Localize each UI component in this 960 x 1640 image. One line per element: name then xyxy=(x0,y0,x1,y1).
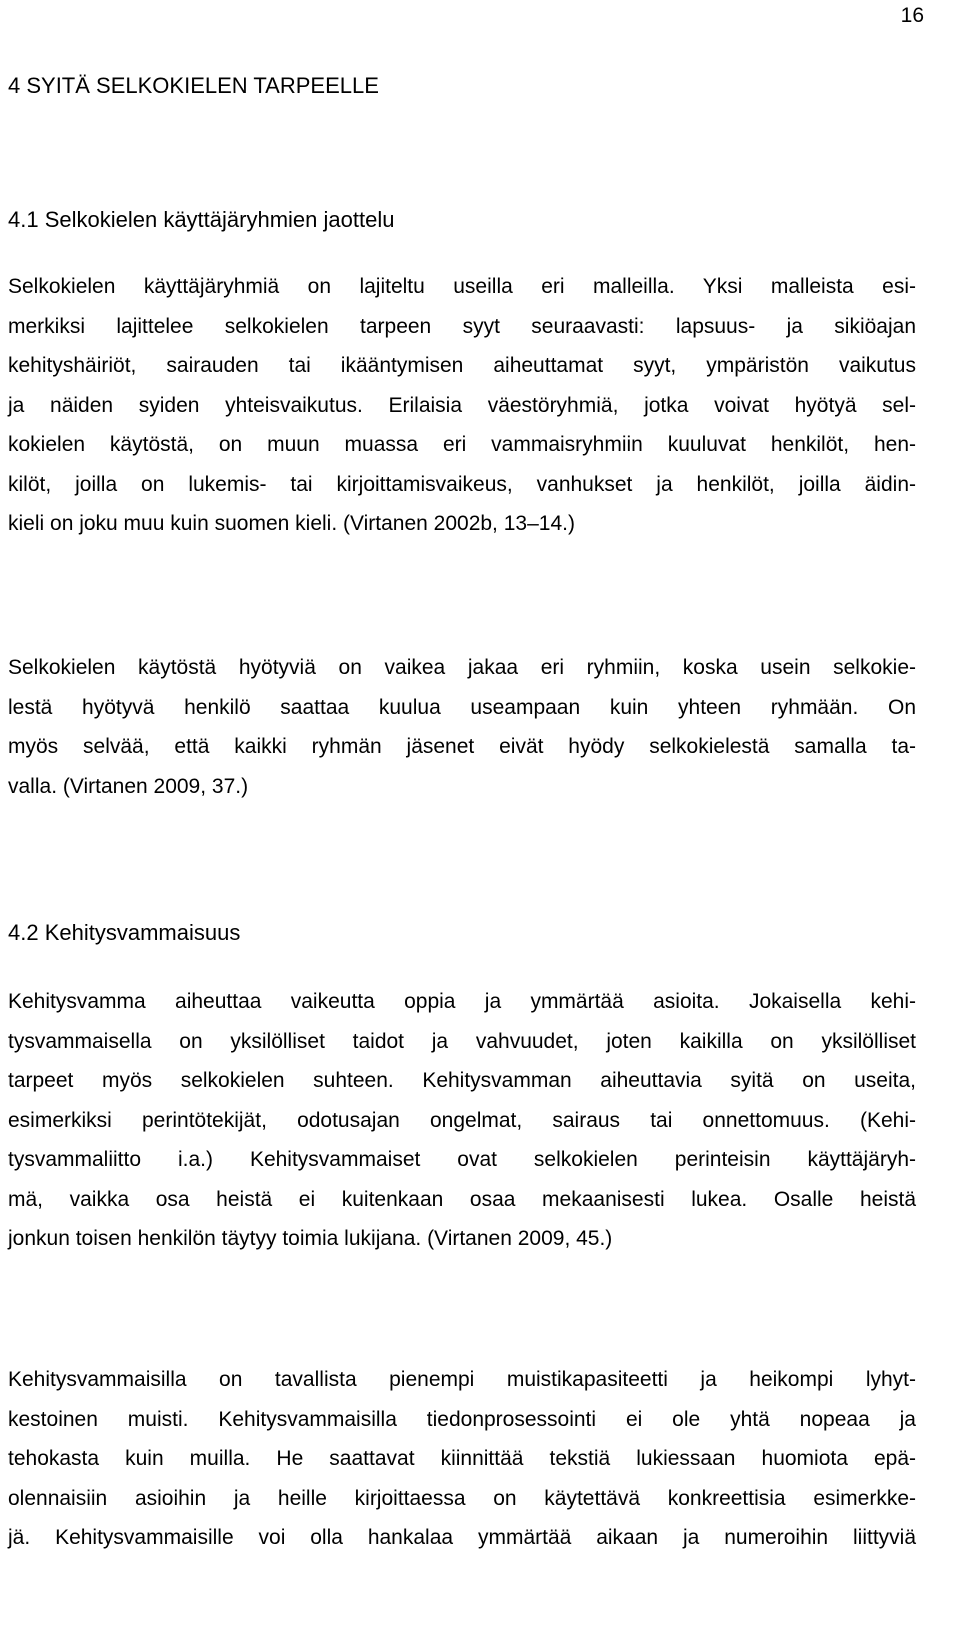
text-line: Selkokielen käytöstä hyötyviä on vaikea jakaa eri ryhmiin, koska usein selkokie- xyxy=(8,656,916,679)
text-line: olennaisiin asioihin ja heille kirjoittaessa on käytettävä konkreettisia esimerkke- xyxy=(8,1486,916,1510)
chapter-heading: 4 SYITÄ SELKOKIELEN TARPEELLE xyxy=(8,73,379,98)
text-line: lestä hyötyvä henkilö saattaa kuulua useampaan kuin yhteen ryhmään. On xyxy=(8,695,916,719)
text-line: merkiksi lajittelee selkokielen tarpeen syyt seuraavasti: lapsuus- ja sikiöajan xyxy=(8,314,916,338)
paragraph-memory xyxy=(8,1360,916,1558)
text-line: ja näiden syiden yhteisvaikutus. Erilaisia väestöryhmiä, jotka voivat hyötyä sel- xyxy=(8,393,916,417)
text-line: kehityshäiriöt, sairauden tai ikääntymisen aiheuttamat syyt, ympäristön vaikutus xyxy=(8,354,916,377)
text-line: jonkun toisen henkilön täytyy toimia lukijana. (Virtanen 2009, 45.) xyxy=(8,1227,613,1250)
paragraph-group-overlap xyxy=(8,648,916,806)
text-line: Kehitysvammaisilla on tavallista pienempi muistikapasiteetti ja heikompi lyhyt- xyxy=(8,1368,916,1391)
paragraph-user-groups xyxy=(8,267,916,544)
text-line: Selkokielen käyttäjäryhmiä on lajiteltu useilla eri malleilla. Yksi malleista esi- xyxy=(8,275,916,298)
text-line: myös selvää, että kaikki ryhmän jäsenet eivät hyödy selkokielestä samalla ta- xyxy=(8,735,916,758)
text-line: kestoinen muisti. Kehitysvammaisilla tiedonprosessointi ei ole yhtä nopeaa ja xyxy=(8,1407,916,1431)
text-line: tysvammaisella on yksilölliset taidot ja vahvuudet, joten kaikilla on yksilölliset xyxy=(8,1029,916,1053)
text-line: mä, vaikka osa heistä ei kuitenkaan osaa mekaanisesti lukea. Osalle heistä xyxy=(8,1187,916,1211)
text-line: tarpeet myös selkokielen suhteen. Kehitysvamman aiheuttavia syitä on useita, xyxy=(8,1069,916,1092)
page-number: 16 xyxy=(900,4,924,27)
paragraph-intellectual-disability xyxy=(8,982,916,1259)
text-line: jä. Kehitysvammaisille voi olla hankalaa ymmärtää aikaan ja numeroihin liittyviä xyxy=(8,1526,916,1549)
text-line: tysvammaliitto i.a.) Kehitysvammaiset ovat selkokielen perinteisin käyttäjäryh- xyxy=(8,1148,916,1171)
text-line: esimerkiksi perintötekijät, odotusajan ongelmat, sairaus tai onnettomuus. (Kehi- xyxy=(8,1108,916,1132)
text-line: Kehitysvamma aiheuttaa vaikeutta oppia ja ymmärtää asioita. Jokaisella kehi- xyxy=(8,990,916,1013)
text-line: kieli on joku muu kuin suomen kieli. (Virtanen 2002b, 13–14.) xyxy=(8,512,575,535)
text-line: kilöt, joilla on lukemis- tai kirjoittamisvaikeus, vanhukset ja henkilöt, joilla äidin- xyxy=(8,472,916,496)
text-line: tehokasta kuin muilla. He saattavat kiinnittää tekstiä lukiessaan huomiota epä- xyxy=(8,1447,916,1470)
section-heading-4-1: 4.1 Selkokielen käyttäjäryhmien jaottelu xyxy=(8,207,395,232)
text-line: kokielen käytöstä, on muun muassa eri vammaisryhmiin kuuluvat henkilöt, hen- xyxy=(8,433,916,456)
section-heading-4-2: 4.2 Kehitysvammaisuus xyxy=(8,920,241,945)
text-line: valla. (Virtanen 2009, 37.) xyxy=(8,774,249,798)
